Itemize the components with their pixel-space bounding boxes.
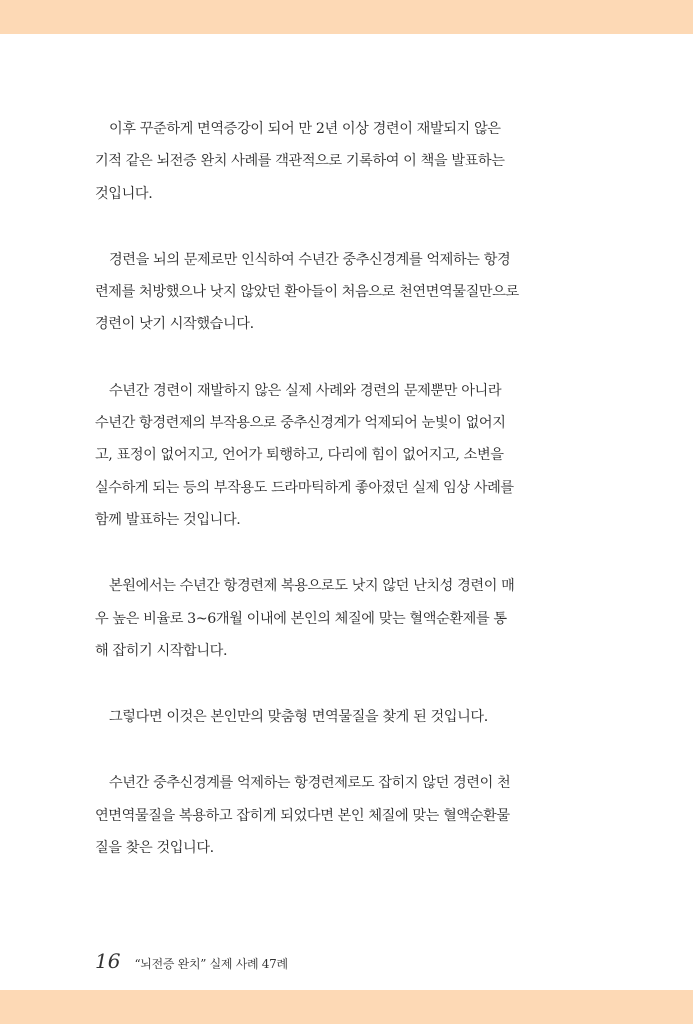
text-line: 수년간 항경련제의 부작용으로 중추신경계가 억제되어 눈빛이 없어지 <box>95 415 506 432</box>
text-line: 그렇다면 이것은 본인만의 맞춤형 면역물질을 찾게 된 것입니다. <box>109 709 488 726</box>
bottom-decorative-band <box>0 990 693 1024</box>
paragraph <box>95 767 579 864</box>
paragraph <box>95 244 579 341</box>
page-footer <box>95 949 288 977</box>
paragraph <box>95 570 579 667</box>
text-line: 수년간 중추신경계를 억제하는 항경련제로도 잡히지 않던 경련이 천 <box>109 775 511 792</box>
text-line: 우 높은 비율로 3~6개월 이내에 본인의 체질에 맞는 혈액순환제를 통 <box>95 610 507 627</box>
text-line: 해 잡히기 시작합니다. <box>95 642 228 659</box>
text-line: 련제를 처방했으나 낫지 않았던 환아들이 처음으로 천연면역물질만으로 <box>95 284 519 301</box>
body-text <box>95 113 579 898</box>
text-line: 고, 표정이 없어지고, 언어가 퇴행하고, 다리에 힘이 없어지고, 소변을 <box>95 447 504 464</box>
text-line: 연면역물질을 복용하고 잡히게 되었다면 본인 체질에 맞는 혈액순환물 <box>95 807 510 824</box>
text-line: 경련이 낫기 시작했습니다. <box>95 316 254 333</box>
text-line: 함께 발표하는 것입니다. <box>95 511 241 528</box>
text-line: 이후 꾸준하게 면역증강이 되어 만 2년 이상 경련이 재발되지 않은 <box>109 121 501 137</box>
paragraph <box>95 701 579 733</box>
text-line: 기적 같은 뇌전증 완치 사례를 객관적으로 기록하여 이 책을 발표하는 <box>95 153 505 170</box>
running-title: “뇌전증 완치” 실제 사례 47례 <box>134 957 288 971</box>
page-number: 16 <box>95 949 121 973</box>
text-line: 질을 찾은 것입니다. <box>95 840 214 857</box>
text-line: 수년간 경련이 재발하지 않은 실제 사례와 경련의 문제뿐만 아니라 <box>109 382 502 399</box>
text-line: 실수하게 되는 등의 부작용도 드라마틱하게 좋아졌던 실제 임상 사례를 <box>95 479 514 496</box>
paragraph <box>95 113 579 210</box>
paragraph <box>95 375 579 536</box>
text-line: 본원에서는 수년간 항경련제 복용으로도 낫지 않던 난치성 경련이 매 <box>109 578 515 595</box>
top-decorative-band <box>0 0 693 34</box>
text-line: 경련을 뇌의 문제로만 인식하여 수년간 중추신경계를 억제하는 항경 <box>109 251 511 268</box>
text-line: 것입니다. <box>95 185 153 202</box>
